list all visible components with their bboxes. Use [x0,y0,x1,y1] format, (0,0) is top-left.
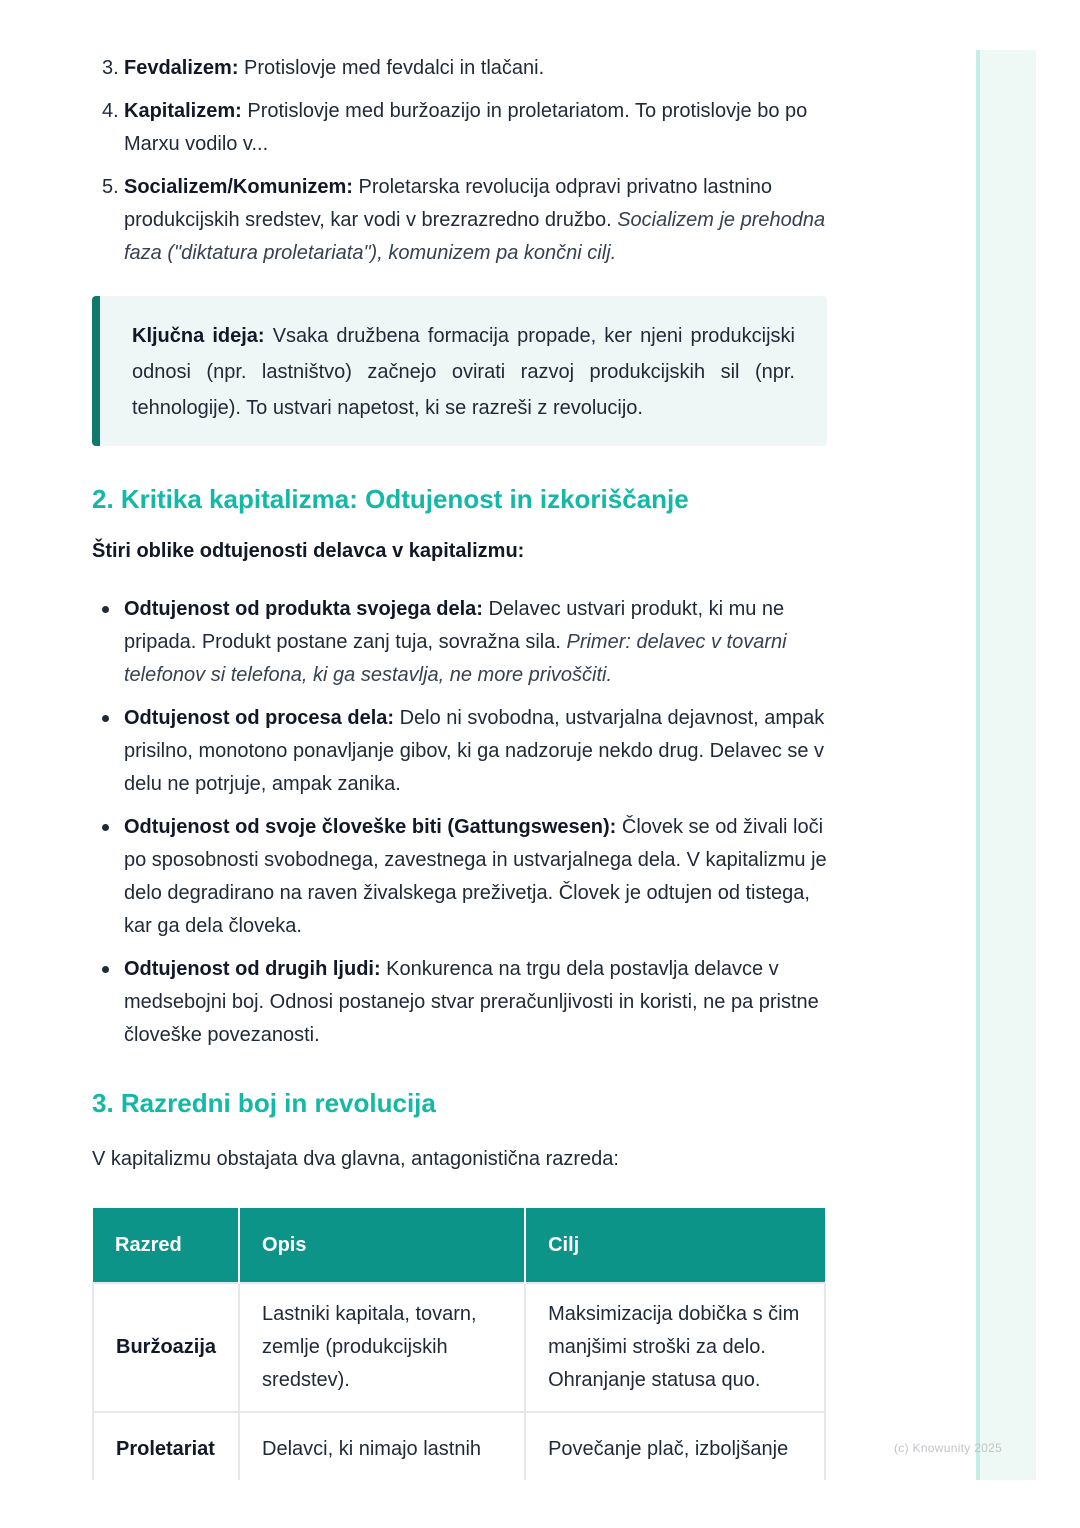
table-cell: Povečanje plač, izboljšanje [525,1412,825,1480]
list-number: 3. [102,57,119,79]
list-item [92,52,828,85]
copyright-credit: (c) Knowunity 2025 [894,1441,1003,1455]
table-header: Razred [93,1208,239,1283]
list-item [92,95,828,161]
section-intro: V kapitalizmu obstajata dva glavna, antagonistična razreda: [92,1148,619,1170]
key-idea-callout [92,296,827,446]
callout-term: Ključna ideja: [132,325,265,347]
list-term: Odtujenost od svoje človeške biti (Gattungswesen): [124,816,617,838]
list-term: Fevdalizem: [124,57,239,79]
table-cell: Delavci, ki nimajo lastnih [239,1412,525,1480]
formation-list [92,52,828,280]
list-item [92,171,828,270]
class-table-container [92,1208,827,1480]
list-item [92,593,828,692]
list-term: Odtujenost od drugih ljudi: [124,958,381,980]
list-text: Delo ni svobodna, ustvarjalna dejavnost, ampak prisilno, monotono ponavljanje gibov, ki ga nadzoruje nekdo drug. Delavec se v delu ne potrjuje, ampak zanika. [124,707,825,795]
list-item [92,811,828,943]
list-term: Odtujenost od produkta svojega dela: [124,598,483,620]
list-italic-note: Primer: delavec v tovarni telefonov si telefona, ki ga sestavlja, ne more privoščiti. [124,631,787,686]
list-number: 4. [102,100,119,122]
list-item [92,953,828,1052]
table-header: Cilj [525,1208,825,1283]
bullet-icon [102,824,109,831]
bullet-icon [102,966,109,973]
section-heading: 3. Razredni boj in revolucija [92,1088,436,1118]
callout-text: Vsaka družbena formacija propade, ker njeni produkcijski odnosi (npr. lastništvo) začnejo ovirati razvoj produkcijskih sil (npr. tehnologije). To ustvari napetost, ki se razreši z revolucijo. [132,325,795,419]
list-text: Človek se od živali loči po sposobnosti svobodnega, zavestnega in ustvarjalnega dela. V kapitalizmu je delo degradirano na raven živalskega preživetja. Človek je odtujen od tistega, kar ga dela človeka. [124,816,827,937]
table-header-row [93,1208,825,1283]
table-cell: Buržoazija [93,1283,239,1412]
list-italic-note: Socializem je prehodna faza ("diktatura proletariata"), komunizem pa končni cilj. [124,209,826,264]
table-header: Opis [239,1208,525,1283]
list-number: 5. [102,176,119,198]
class-table [92,1208,826,1480]
table-row [93,1412,825,1480]
section-heading: 2. Kritika kapitalizma: Odtujenost in izkoriščanje [92,484,689,514]
list-term: Odtujenost od procesa dela: [124,707,395,729]
list-term: Kapitalizem: [124,100,242,122]
bullet-icon [102,606,109,613]
list-text: Proletarska revolucija odpravi privatno lastnino produkcijskih sredstev, kar vodi v brezrazredno družbo. [124,176,773,231]
table-cell: Proletariat [93,1412,239,1480]
list-item [92,702,828,801]
list-text: Protislovje med buržoazijo in proletariatom. To protislovje bo po Marxu vodilo v... [124,100,808,155]
alienation-list [92,593,828,1062]
list-text: Protislovje med fevdalci in tlačani. [238,57,545,79]
section-subheading: Štiri oblike odtujenosti delavca v kapitalizmu: [92,540,525,562]
list-term: Socializem/Komunizem: [124,176,353,198]
table-cell: Lastniki kapitala, tovarn, zemlje (produkcijskih sredstev). [239,1283,525,1412]
list-text: Delavec ustvari produkt, ki mu ne pripada. Produkt postane zanj tuja, sovražna sila. [124,598,785,653]
bullet-icon [102,715,109,722]
side-margin-strip [976,50,1036,1480]
list-text: Konkurenca na trgu dela postavlja delavce v medsebojni boj. Odnosi postanejo stvar preračunljivosti in koristi, ne pa pristne človeške povezanosti. [124,958,819,1046]
table-row [93,1283,825,1412]
table-cell: Maksimizacija dobička s čim manjšimi stroški za delo. Ohranjanje statusa quo. [525,1283,825,1412]
